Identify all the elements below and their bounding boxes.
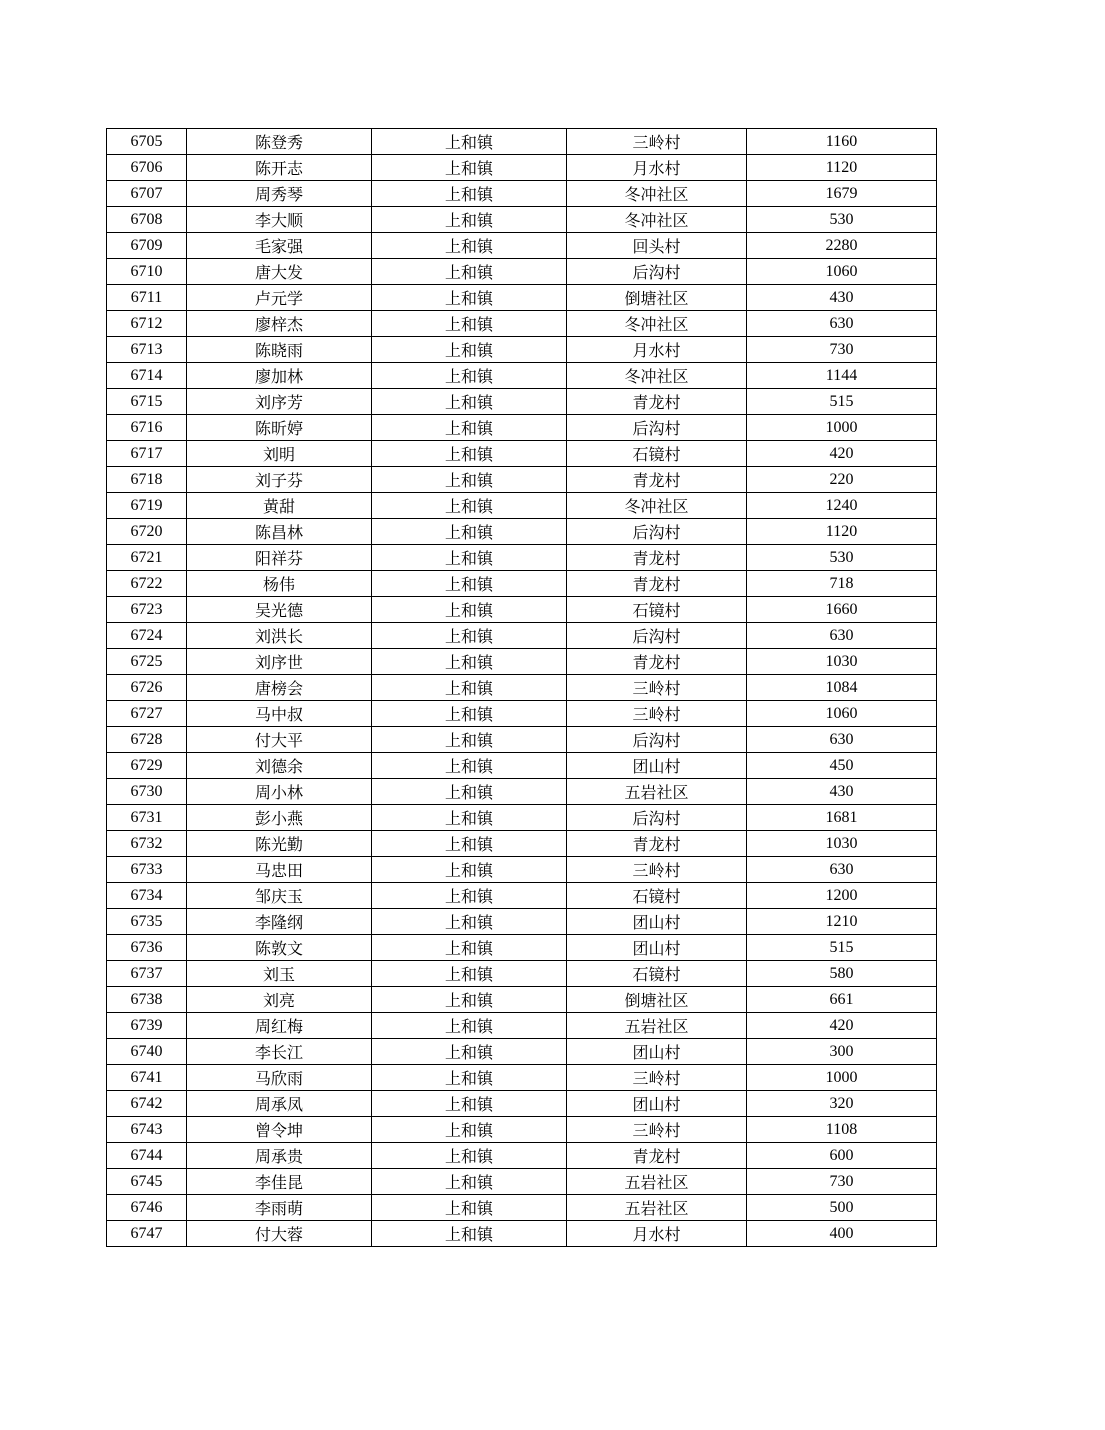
town-cell: 上和镇 [372, 181, 567, 207]
amount-cell: 580 [747, 961, 937, 987]
table-row [107, 233, 937, 259]
town-cell: 上和镇 [372, 675, 567, 701]
table-row [107, 805, 937, 831]
table-row [107, 883, 937, 909]
village-cell: 倒塘社区 [567, 987, 747, 1013]
serial-cell: 6719 [107, 493, 187, 519]
amount-cell: 661 [747, 987, 937, 1013]
serial-cell: 6746 [107, 1195, 187, 1221]
village-cell: 冬冲社区 [567, 493, 747, 519]
serial-cell: 6728 [107, 727, 187, 753]
town-cell: 上和镇 [372, 1013, 567, 1039]
name-cell: 廖加林 [187, 363, 372, 389]
town-cell: 上和镇 [372, 1039, 567, 1065]
serial-cell: 6731 [107, 805, 187, 831]
amount-cell: 1660 [747, 597, 937, 623]
name-cell: 李隆纲 [187, 909, 372, 935]
serial-cell: 6734 [107, 883, 187, 909]
serial-cell: 6742 [107, 1091, 187, 1117]
serial-cell: 6743 [107, 1117, 187, 1143]
town-cell: 上和镇 [372, 1195, 567, 1221]
village-cell: 五岩社区 [567, 1013, 747, 1039]
village-cell: 青龙村 [567, 467, 747, 493]
roster-table-body [107, 129, 937, 1247]
table-row [107, 571, 937, 597]
village-cell: 石镜村 [567, 441, 747, 467]
village-cell: 冬冲社区 [567, 207, 747, 233]
village-cell: 团山村 [567, 935, 747, 961]
serial-cell: 6714 [107, 363, 187, 389]
village-cell: 冬冲社区 [567, 311, 747, 337]
amount-cell: 300 [747, 1039, 937, 1065]
amount-cell: 1084 [747, 675, 937, 701]
village-cell: 三岭村 [567, 129, 747, 155]
serial-cell: 6745 [107, 1169, 187, 1195]
name-cell: 李长江 [187, 1039, 372, 1065]
town-cell: 上和镇 [372, 1169, 567, 1195]
table-row [107, 493, 937, 519]
name-cell: 刘亮 [187, 987, 372, 1013]
amount-cell: 630 [747, 311, 937, 337]
village-cell: 团山村 [567, 1039, 747, 1065]
serial-cell: 6707 [107, 181, 187, 207]
name-cell: 陈敦文 [187, 935, 372, 961]
amount-cell: 430 [747, 285, 937, 311]
name-cell: 陈登秀 [187, 129, 372, 155]
serial-cell: 6723 [107, 597, 187, 623]
town-cell: 上和镇 [372, 493, 567, 519]
amount-cell: 420 [747, 441, 937, 467]
amount-cell: 630 [747, 857, 937, 883]
town-cell: 上和镇 [372, 597, 567, 623]
town-cell: 上和镇 [372, 311, 567, 337]
table-row [107, 597, 937, 623]
serial-cell: 6720 [107, 519, 187, 545]
table-row [107, 649, 937, 675]
serial-cell: 6713 [107, 337, 187, 363]
table-row [107, 389, 937, 415]
name-cell: 曾令坤 [187, 1117, 372, 1143]
table-row [107, 467, 937, 493]
town-cell: 上和镇 [372, 753, 567, 779]
amount-cell: 1060 [747, 701, 937, 727]
village-cell: 青龙村 [567, 831, 747, 857]
town-cell: 上和镇 [372, 519, 567, 545]
town-cell: 上和镇 [372, 831, 567, 857]
serial-cell: 6741 [107, 1065, 187, 1091]
serial-cell: 6733 [107, 857, 187, 883]
amount-cell: 1200 [747, 883, 937, 909]
village-cell: 青龙村 [567, 571, 747, 597]
table-row [107, 1169, 937, 1195]
village-cell: 冬冲社区 [567, 181, 747, 207]
table-row [107, 909, 937, 935]
town-cell: 上和镇 [372, 207, 567, 233]
table-row [107, 155, 937, 181]
name-cell: 卢元学 [187, 285, 372, 311]
serial-cell: 6706 [107, 155, 187, 181]
amount-cell: 500 [747, 1195, 937, 1221]
serial-cell: 6718 [107, 467, 187, 493]
town-cell: 上和镇 [372, 233, 567, 259]
town-cell: 上和镇 [372, 571, 567, 597]
amount-cell: 730 [747, 1169, 937, 1195]
village-cell: 月水村 [567, 1221, 747, 1247]
village-cell: 石镜村 [567, 883, 747, 909]
town-cell: 上和镇 [372, 805, 567, 831]
name-cell: 刘德余 [187, 753, 372, 779]
table-row [107, 285, 937, 311]
name-cell: 邹庆玉 [187, 883, 372, 909]
table-row [107, 207, 937, 233]
amount-cell: 450 [747, 753, 937, 779]
amount-cell: 630 [747, 623, 937, 649]
name-cell: 马忠田 [187, 857, 372, 883]
amount-cell: 730 [747, 337, 937, 363]
town-cell: 上和镇 [372, 935, 567, 961]
amount-cell: 1000 [747, 415, 937, 441]
name-cell: 周承凤 [187, 1091, 372, 1117]
table-row [107, 753, 937, 779]
amount-cell: 1679 [747, 181, 937, 207]
name-cell: 阳祥芬 [187, 545, 372, 571]
name-cell: 陈晓雨 [187, 337, 372, 363]
name-cell: 刘洪长 [187, 623, 372, 649]
village-cell: 三岭村 [567, 857, 747, 883]
name-cell: 陈昌林 [187, 519, 372, 545]
village-cell: 后沟村 [567, 259, 747, 285]
table-row [107, 1195, 937, 1221]
table-row [107, 675, 937, 701]
village-cell: 后沟村 [567, 415, 747, 441]
amount-cell: 630 [747, 727, 937, 753]
name-cell: 李大顺 [187, 207, 372, 233]
village-cell: 冬冲社区 [567, 363, 747, 389]
town-cell: 上和镇 [372, 909, 567, 935]
village-cell: 团山村 [567, 1091, 747, 1117]
serial-cell: 6715 [107, 389, 187, 415]
serial-cell: 6724 [107, 623, 187, 649]
table-row [107, 415, 937, 441]
village-cell: 后沟村 [567, 623, 747, 649]
name-cell: 李雨萌 [187, 1195, 372, 1221]
village-cell: 月水村 [567, 337, 747, 363]
serial-cell: 6729 [107, 753, 187, 779]
name-cell: 刘子芬 [187, 467, 372, 493]
serial-cell: 6730 [107, 779, 187, 805]
table-row [107, 1013, 937, 1039]
amount-cell: 1108 [747, 1117, 937, 1143]
town-cell: 上和镇 [372, 155, 567, 181]
amount-cell: 1240 [747, 493, 937, 519]
town-cell: 上和镇 [372, 363, 567, 389]
table-row [107, 701, 937, 727]
amount-cell: 1000 [747, 1065, 937, 1091]
name-cell: 马欣雨 [187, 1065, 372, 1091]
table-row [107, 779, 937, 805]
serial-cell: 6716 [107, 415, 187, 441]
name-cell: 周秀琴 [187, 181, 372, 207]
amount-cell: 1060 [747, 259, 937, 285]
name-cell: 周红梅 [187, 1013, 372, 1039]
village-cell: 倒塘社区 [567, 285, 747, 311]
town-cell: 上和镇 [372, 779, 567, 805]
serial-cell: 6711 [107, 285, 187, 311]
village-cell: 石镜村 [567, 597, 747, 623]
town-cell: 上和镇 [372, 1091, 567, 1117]
serial-cell: 6712 [107, 311, 187, 337]
amount-cell: 600 [747, 1143, 937, 1169]
amount-cell: 1144 [747, 363, 937, 389]
town-cell: 上和镇 [372, 727, 567, 753]
village-cell: 后沟村 [567, 519, 747, 545]
name-cell: 彭小燕 [187, 805, 372, 831]
town-cell: 上和镇 [372, 1117, 567, 1143]
table-row [107, 129, 937, 155]
name-cell: 付大平 [187, 727, 372, 753]
town-cell: 上和镇 [372, 961, 567, 987]
table-row [107, 727, 937, 753]
table-row [107, 1039, 937, 1065]
town-cell: 上和镇 [372, 441, 567, 467]
table-row [107, 961, 937, 987]
serial-cell: 6744 [107, 1143, 187, 1169]
town-cell: 上和镇 [372, 259, 567, 285]
village-cell: 青龙村 [567, 389, 747, 415]
name-cell: 刘明 [187, 441, 372, 467]
amount-cell: 220 [747, 467, 937, 493]
roster-table [106, 128, 937, 1247]
village-cell: 五岩社区 [567, 1169, 747, 1195]
town-cell: 上和镇 [372, 1221, 567, 1247]
amount-cell: 1681 [747, 805, 937, 831]
serial-cell: 6740 [107, 1039, 187, 1065]
serial-cell: 6739 [107, 1013, 187, 1039]
amount-cell: 515 [747, 389, 937, 415]
amount-cell: 430 [747, 779, 937, 805]
name-cell: 李佳昆 [187, 1169, 372, 1195]
name-cell: 廖梓杰 [187, 311, 372, 337]
amount-cell: 530 [747, 545, 937, 571]
name-cell: 周小林 [187, 779, 372, 805]
table-row [107, 311, 937, 337]
table-row [107, 545, 937, 571]
town-cell: 上和镇 [372, 649, 567, 675]
town-cell: 上和镇 [372, 337, 567, 363]
amount-cell: 320 [747, 1091, 937, 1117]
name-cell: 唐大发 [187, 259, 372, 285]
serial-cell: 6747 [107, 1221, 187, 1247]
serial-cell: 6722 [107, 571, 187, 597]
town-cell: 上和镇 [372, 857, 567, 883]
village-cell: 五岩社区 [567, 1195, 747, 1221]
village-cell: 后沟村 [567, 805, 747, 831]
amount-cell: 1030 [747, 831, 937, 857]
table-row [107, 441, 937, 467]
village-cell: 三岭村 [567, 1065, 747, 1091]
table-row [107, 363, 937, 389]
serial-cell: 6738 [107, 987, 187, 1013]
village-cell: 团山村 [567, 753, 747, 779]
town-cell: 上和镇 [372, 545, 567, 571]
village-cell: 青龙村 [567, 545, 747, 571]
table-row [107, 623, 937, 649]
town-cell: 上和镇 [372, 285, 567, 311]
name-cell: 吴光德 [187, 597, 372, 623]
serial-cell: 6727 [107, 701, 187, 727]
village-cell: 三岭村 [567, 1117, 747, 1143]
table-row [107, 1221, 937, 1247]
town-cell: 上和镇 [372, 883, 567, 909]
amount-cell: 1120 [747, 519, 937, 545]
serial-cell: 6732 [107, 831, 187, 857]
table-row [107, 935, 937, 961]
amount-cell: 718 [747, 571, 937, 597]
name-cell: 黄甜 [187, 493, 372, 519]
town-cell: 上和镇 [372, 623, 567, 649]
serial-cell: 6721 [107, 545, 187, 571]
serial-cell: 6725 [107, 649, 187, 675]
village-cell: 三岭村 [567, 701, 747, 727]
serial-cell: 6710 [107, 259, 187, 285]
table-row [107, 259, 937, 285]
table-row [107, 987, 937, 1013]
amount-cell: 420 [747, 1013, 937, 1039]
town-cell: 上和镇 [372, 701, 567, 727]
table-row [107, 1143, 937, 1169]
town-cell: 上和镇 [372, 129, 567, 155]
name-cell: 陈开志 [187, 155, 372, 181]
serial-cell: 6705 [107, 129, 187, 155]
village-cell: 后沟村 [567, 727, 747, 753]
amount-cell: 1160 [747, 129, 937, 155]
town-cell: 上和镇 [372, 467, 567, 493]
serial-cell: 6717 [107, 441, 187, 467]
name-cell: 陈光勤 [187, 831, 372, 857]
village-cell: 三岭村 [567, 675, 747, 701]
name-cell: 毛家强 [187, 233, 372, 259]
town-cell: 上和镇 [372, 987, 567, 1013]
table-row [107, 181, 937, 207]
village-cell: 青龙村 [567, 1143, 747, 1169]
name-cell: 刘玉 [187, 961, 372, 987]
serial-cell: 6736 [107, 935, 187, 961]
name-cell: 刘序芳 [187, 389, 372, 415]
amount-cell: 1210 [747, 909, 937, 935]
serial-cell: 6737 [107, 961, 187, 987]
serial-cell: 6735 [107, 909, 187, 935]
name-cell: 刘序世 [187, 649, 372, 675]
village-cell: 回头村 [567, 233, 747, 259]
table-row [107, 1091, 937, 1117]
table-row [107, 337, 937, 363]
village-cell: 月水村 [567, 155, 747, 181]
table-row [107, 519, 937, 545]
serial-cell: 6726 [107, 675, 187, 701]
name-cell: 唐榜会 [187, 675, 372, 701]
amount-cell: 2280 [747, 233, 937, 259]
town-cell: 上和镇 [372, 415, 567, 441]
amount-cell: 1120 [747, 155, 937, 181]
serial-cell: 6708 [107, 207, 187, 233]
village-cell: 青龙村 [567, 649, 747, 675]
name-cell: 付大蓉 [187, 1221, 372, 1247]
serial-cell: 6709 [107, 233, 187, 259]
amount-cell: 1030 [747, 649, 937, 675]
amount-cell: 400 [747, 1221, 937, 1247]
village-cell: 石镜村 [567, 961, 747, 987]
table-row [107, 831, 937, 857]
amount-cell: 530 [747, 207, 937, 233]
town-cell: 上和镇 [372, 389, 567, 415]
village-cell: 五岩社区 [567, 779, 747, 805]
table-row [107, 1065, 937, 1091]
name-cell: 陈昕婷 [187, 415, 372, 441]
name-cell: 周承贵 [187, 1143, 372, 1169]
amount-cell: 515 [747, 935, 937, 961]
town-cell: 上和镇 [372, 1143, 567, 1169]
table-row [107, 857, 937, 883]
table-row [107, 1117, 937, 1143]
name-cell: 杨伟 [187, 571, 372, 597]
town-cell: 上和镇 [372, 1065, 567, 1091]
village-cell: 团山村 [567, 909, 747, 935]
name-cell: 马中叔 [187, 701, 372, 727]
